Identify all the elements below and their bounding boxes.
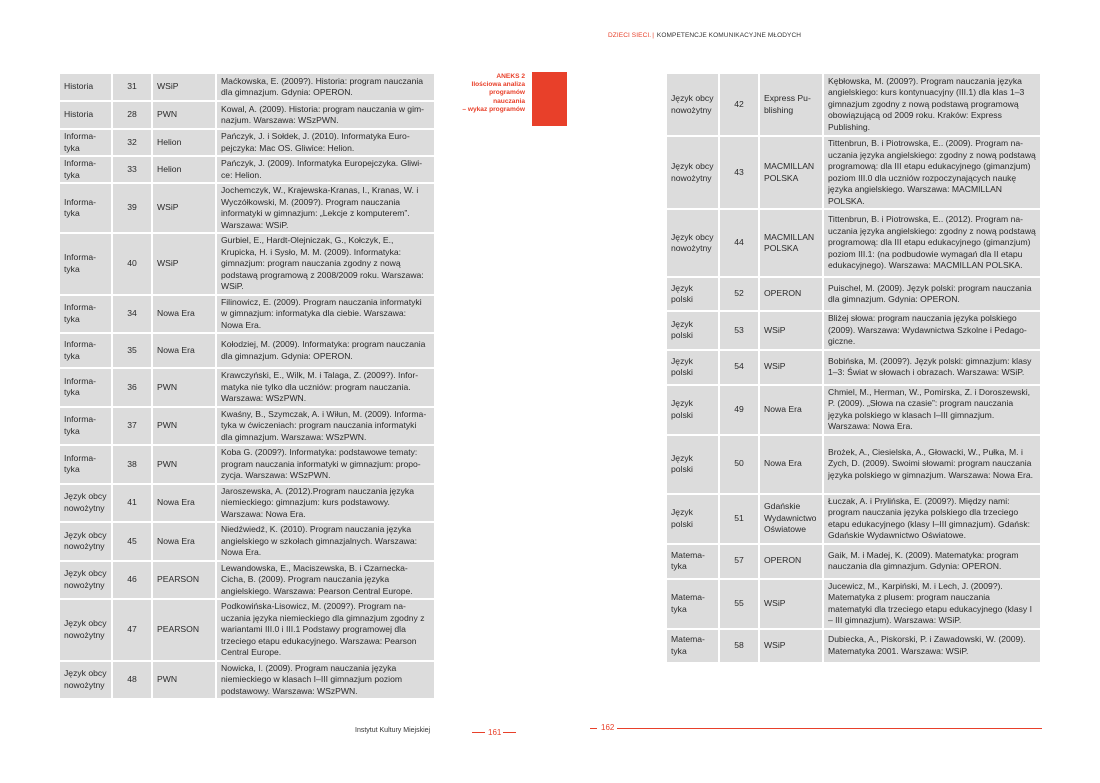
reference-cell: Chmiel, M., Herman, W., Pomirska, Z. i Doroszewski, P. (2009). „Słowa na czasie”: program nauczania języka polskiego w klasach I–III gimnazjum. Warszawa: Nowa Era.	[824, 386, 1040, 434]
subject-cell: Informatyka	[60, 334, 113, 367]
reference-cell: Kołodziej, M. (2009). Informatyka: program nauczania dla gimnazjum. Gdynia: OPERON.	[217, 334, 434, 367]
table-row	[667, 74, 1040, 135]
annex-title-line-2: programów	[489, 89, 525, 97]
table-row	[667, 495, 1040, 543]
subject-cell: Język obcy nowożytny	[667, 74, 720, 135]
subject-cell: Język polski	[667, 386, 720, 434]
reference-cell: Puischel, M. (2009). Język polski: program nauczania dla gimnazjum. Gdynia: OPERON.	[824, 278, 1040, 310]
reference-cell: Krawczyński, E., Wilk, M. i Talaga, Z. (2009?). Informatyka nie tylko dla uczniów: program nauczania. Warszawa: WSzPWN.	[217, 369, 434, 406]
number-cell: 49	[720, 386, 760, 434]
number-cell: 55	[720, 580, 760, 628]
reference-cell: Pańczyk, J. i Sołdek, J. (2010). Informatyka Europejczyka: Mac OS. Gliwice: Helion.	[217, 130, 434, 155]
footer-rule-left-b	[503, 732, 516, 733]
footer-institute: Instytut Kultury Miejskiej	[355, 727, 431, 734]
reference-cell: Nowicka, I. (2009). Program nauczania języka niemieckiego w klasach I–III gimnazjum poziom podstawowy. Warszawa: WSzPWN.	[217, 662, 434, 699]
publisher-cell: PWN	[153, 102, 217, 128]
reference-cell: Bobińska, M. (2009?). Język polski: gimnazjum: klasy 1–3: Świat w słowach i obrazach. Warszawa: WSiP.	[824, 351, 1040, 384]
reference-cell: Gurbiel, E., Hardt-Olejniczak, G., Kołczyk, E., Krupicka, H. i Sysło, M. M. (2009). Informatyka: gimnazjum: program nauczania zgodny z nową podstawą programową z 2008/2009 roku. Warszawa: WSiP.	[217, 234, 434, 294]
number-cell: 40	[113, 234, 153, 294]
publisher-cell: WSiP	[760, 312, 824, 349]
number-cell: 42	[720, 74, 760, 135]
table-row	[60, 102, 434, 128]
number-cell: 28	[113, 102, 153, 128]
table-row	[60, 369, 434, 406]
subject-cell: Język polski	[667, 436, 720, 493]
number-cell: 37	[113, 408, 153, 445]
annex-label	[436, 72, 567, 126]
publisher-cell: PWN	[153, 408, 217, 445]
publisher-cell: Nowa Era	[153, 334, 217, 367]
publisher-cell: PWN	[153, 369, 217, 406]
reference-cell: Dubiecka, A., Piskorski, P. i Zawadowski, W. (2009). Matematyka 2001. Warszawa: WSiP.	[824, 630, 1040, 662]
reference-cell: Kębłowska, M. (2009?). Program nauczania języka angielskiego: kurs kontynuacyjny (III.1) dla klas 1–3 gimnazjum zgodny z nową podstawą programową obowiązującą od 2009 roku. Kraków: Express Publishing.	[824, 74, 1040, 135]
number-cell: 53	[720, 312, 760, 349]
reference-cell: Tittenbrun, B. i Piotrowska, E.. (2012). Program nauczania języka angielskiego: zgodny z nową podstawą programową: dla III etapu edukacyjnego (gimanzjum) poziom III.1: (na podbudowie wymagań dla II etapu edukacyjnego). Warszawa: MACMILLAN POLSKA.	[824, 210, 1040, 276]
reference-cell: Kowal, A. (2009). Historia: program nauczania w gimnazjum. Warszawa: WSzPWN.	[217, 102, 434, 128]
table-row	[667, 312, 1040, 349]
table-row	[60, 408, 434, 445]
subject-cell: Historia	[60, 102, 113, 128]
number-cell: 51	[720, 495, 760, 543]
table-row	[667, 436, 1040, 493]
annex-title-line-4: – wykaz programów	[462, 105, 525, 113]
publisher-cell: WSiP	[153, 234, 217, 294]
number-cell: 39	[113, 184, 153, 232]
number-cell: 33	[113, 157, 153, 182]
publisher-cell: Helion	[153, 130, 217, 155]
reference-cell: Kwaśny, B., Szymczak, A. i Wiłun, M. (2009). Informatyka w ćwiczeniach: program nauczania informatyki dla gimnazjum. Warszawa: WSzPWN.	[217, 408, 434, 445]
publisher-cell: PEARSON	[153, 562, 217, 599]
number-cell: 52	[720, 278, 760, 310]
publisher-cell: WSiP	[760, 630, 824, 662]
running-head-title: KOMPETENCJE KOMUNIKACYJNE MŁODYCH	[656, 32, 802, 39]
publisher-cell: Nowa Era	[760, 436, 824, 493]
table-row	[667, 351, 1040, 384]
publisher-cell: PEARSON	[153, 600, 217, 660]
subject-cell: Język polski	[667, 278, 720, 310]
number-cell: 34	[113, 296, 153, 333]
annex-accent-bar	[532, 72, 567, 126]
publisher-cell: MACMILLAN POLSKA	[760, 137, 824, 208]
table-row	[60, 184, 434, 232]
number-cell: 44	[720, 210, 760, 276]
publisher-cell: WSiP	[153, 184, 217, 232]
footer-rule-right-a	[590, 728, 597, 729]
number-cell: 36	[113, 369, 153, 406]
reference-cell: Pańczyk, J. (2009). Informatyka Europejczyka. Gliwice: Helion.	[217, 157, 434, 182]
number-cell: 32	[113, 130, 153, 155]
subject-cell: Historia	[60, 74, 113, 100]
subject-cell: Język obcy nowożytny	[60, 600, 113, 660]
number-cell: 50	[720, 436, 760, 493]
table-row	[667, 137, 1040, 208]
subject-cell: Język obcy nowożytny	[667, 137, 720, 208]
subject-cell: Język polski	[667, 312, 720, 349]
subject-cell: Język polski	[667, 351, 720, 384]
table-row	[667, 545, 1040, 578]
table-row	[60, 523, 434, 560]
program-table-left	[60, 72, 434, 700]
subject-cell: Informatyka	[60, 157, 113, 182]
footer-rule-left-a	[472, 732, 485, 733]
number-cell: 41	[113, 485, 153, 522]
reference-cell: Koba G. (2009?). Informatyka: podstawowe tematy: program nauczania informatyki w gimnazjum: propozycja. Warszawa: WSzPWN.	[217, 446, 434, 483]
subject-cell: Język polski	[667, 495, 720, 543]
reference-cell: Jochemczyk, W., Krajewska-Kranas, I., Kranas, W. i Wyczółkowski, M. (2009?). Program nauczania informatyki w gimnazjum: „Lekcje z komputerem”. Warszawa: WSiP.	[217, 184, 434, 232]
subject-cell: Informatyka	[60, 184, 113, 232]
publisher-cell: Gdańskie Wydawnictwo Oświatowe	[760, 495, 824, 543]
table-row	[60, 130, 434, 155]
reference-cell: Maćkowska, E. (2009?). Historia: program nauczania dla gimnazjum. Gdynia: OPERON.	[217, 74, 434, 100]
subject-cell: Informatyka	[60, 296, 113, 333]
subject-cell: Język obcy nowożytny	[60, 562, 113, 599]
publisher-cell: Helion	[153, 157, 217, 182]
annex-number: ANEKS 2	[496, 73, 525, 80]
number-cell: 58	[720, 630, 760, 662]
subject-cell: Informatyka	[60, 130, 113, 155]
publisher-cell: Nowa Era	[760, 386, 824, 434]
running-head-brand: DZIECI SIECI.	[608, 32, 652, 39]
table-row	[667, 580, 1040, 628]
running-head	[608, 32, 801, 39]
table-row	[60, 446, 434, 483]
reference-cell: Brożek, A., Ciesielska, A., Głowacki, W., Pułka, M. i Zych, D. (2009). Swoimi słowami: program nauczania języka polskiego w gimnazjum. Warszawa: Nowa Era.	[824, 436, 1040, 493]
reference-cell: Filinowicz, E. (2009). Program nauczania informatyki w gimnazjum: informatyka dla ciebie. Warszawa: Nowa Era.	[217, 296, 434, 333]
publisher-cell: MACMILLAN POLSKA	[760, 210, 824, 276]
publisher-cell: Nowa Era	[153, 485, 217, 522]
program-table-right	[667, 72, 1040, 664]
table-row	[60, 662, 434, 699]
table-row	[667, 210, 1040, 276]
subject-cell: Informatyka	[60, 446, 113, 483]
table-row	[60, 334, 434, 367]
subject-cell: Język obcy nowożytny	[60, 523, 113, 560]
annex-text	[435, 73, 525, 114]
publisher-cell: PWN	[153, 446, 217, 483]
number-cell: 43	[720, 137, 760, 208]
subject-cell: Matematyka	[667, 545, 720, 578]
reference-cell: Lewandowska, E., Maciszewska, B. i Czarnecka-Cicha, B. (2009). Program nauczania języka angielskiego. Warszawa: Pearson Central Europe.	[217, 562, 434, 599]
publisher-cell: OPERON	[760, 545, 824, 578]
subject-cell: Matematyka	[667, 630, 720, 662]
subject-cell: Informatyka	[60, 234, 113, 294]
publisher-cell: Express Publishing	[760, 74, 824, 135]
reference-cell: Bliżej słowa: program nauczania języka polskiego (2009). Warszawa: Wydawnictwa Szkolne i Pedagogiczne.	[824, 312, 1040, 349]
number-cell: 57	[720, 545, 760, 578]
number-cell: 38	[113, 446, 153, 483]
reference-cell: Jaroszewska, A. (2012).Program nauczania języka niemieckiego: gimnazjum: kurs podstawowy. Warszawa: Nowa Era.	[217, 485, 434, 522]
number-cell: 35	[113, 334, 153, 367]
table-row	[667, 630, 1040, 662]
subject-cell: Informatyka	[60, 369, 113, 406]
reference-cell: Tittenbrun, B. i Piotrowska, E.. (2009). Program nauczania języka angielskiego: zgodny z nową podstawą programową: dla III etapu edukacyjnego (gimanzjum) poziom III.0 dla uczniów rozpoczynających naukę języka angielskiego. Warszawa: MACMILLAN POLSKA.	[824, 137, 1040, 208]
subject-cell: Język obcy nowożytny	[60, 662, 113, 699]
table-row	[60, 74, 434, 100]
reference-cell: Niedźwiedź, K. (2010). Program nauczania języka angielskiego w szkołach gimnazjalnych. Warszawa: Nowa Era.	[217, 523, 434, 560]
number-cell: 45	[113, 523, 153, 560]
publisher-cell: WSiP	[760, 580, 824, 628]
subject-cell: Język obcy nowożytny	[60, 485, 113, 522]
subject-cell: Matematyka	[667, 580, 720, 628]
publisher-cell: WSiP	[153, 74, 217, 100]
reference-cell: Podkowińska-Lisowicz, M. (2009?). Program nauczania języka niemieckiego dla gimnazjum zgodny z wariantami III.0 i III.1 Podstawy programowej dla trzeciego etapu edukacyjnego. Warszawa: Pearson Central Europe.	[217, 600, 434, 660]
running-head-separator: |	[652, 32, 654, 39]
table-row	[60, 234, 434, 294]
number-cell: 47	[113, 600, 153, 660]
number-cell: 46	[113, 562, 153, 599]
table-row	[60, 157, 434, 182]
page-number-right: 162	[601, 723, 615, 732]
reference-cell: Łuczak, A. i Prylińska, E. (2009?). Między nami: program nauczania języka polskiego dla trzeciego etapu edukacyjnego (klasy I–III gimnazjum). Gdańsk: Gdańskie Wydawnictwo Oświatowe.	[824, 495, 1040, 543]
number-cell: 54	[720, 351, 760, 384]
number-cell: 31	[113, 74, 153, 100]
reference-cell: Gaik, M. i Madej, K. (2009). Matematyka: program nauczania dla gimnazjum. Gdynia: OPERON.	[824, 545, 1040, 578]
page-number-left: 161	[488, 728, 502, 737]
annex-title-line-1: Ilościowa analiza	[471, 81, 525, 89]
subject-cell: Język obcy nowożytny	[667, 210, 720, 276]
table-row	[667, 278, 1040, 310]
footer-rule-right-b	[617, 728, 1042, 729]
number-cell: 48	[113, 662, 153, 699]
table-row	[667, 386, 1040, 434]
table-row	[60, 562, 434, 599]
publisher-cell: Nowa Era	[153, 523, 217, 560]
reference-cell: Jucewicz, M., Karpiński, M. i Lech, J. (2009?). Matematyka z plusem: program nauczania matematyki dla trzeciego etapu edukacyjnego (klasy I – III gimnazjum). Warszawa: WSiP.	[824, 580, 1040, 628]
table-row	[60, 296, 434, 333]
publisher-cell: WSiP	[760, 351, 824, 384]
publisher-cell: Nowa Era	[153, 296, 217, 333]
table-row	[60, 485, 434, 522]
annex-title-line-3: nauczania	[493, 97, 525, 105]
publisher-cell: PWN	[153, 662, 217, 699]
publisher-cell: OPERON	[760, 278, 824, 310]
table-row	[60, 600, 434, 660]
subject-cell: Informatyka	[60, 408, 113, 445]
